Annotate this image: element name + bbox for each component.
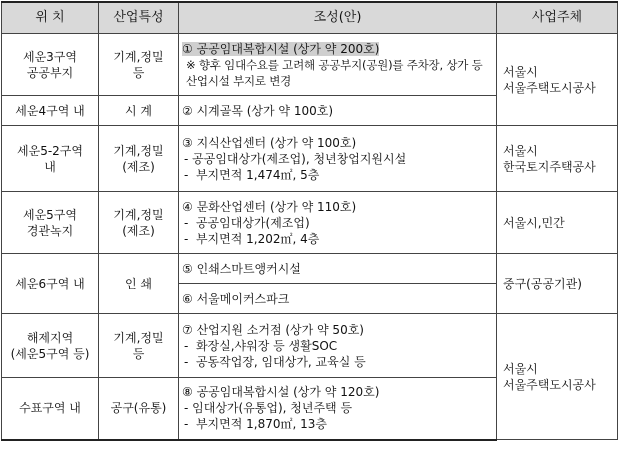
header-location: 위 치: [2, 2, 99, 34]
cell-composition: ⑥ 서울메이커스파크: [179, 284, 497, 314]
cell-location: 세운6구역 내: [2, 254, 99, 314]
header-industry: 산업특성: [99, 2, 179, 34]
table-container: [1, 1, 617, 441]
composition-title: ① 공공임대복합시설 (상가 약 200호): [182, 41, 380, 56]
header-operator: 사업주체: [497, 2, 618, 34]
cell-location: 해제지역 (세운5구역 등): [2, 314, 99, 378]
cell-composition: ⑤ 인쇄스마트앵커시설: [179, 254, 497, 284]
cell-industry: 기계,정밀 (제조): [99, 126, 179, 192]
table-row: [2, 314, 618, 378]
cell-operator: 서울시 서울주택도시공사: [497, 34, 618, 126]
cell-operator: 서울시 서울주택도시공사: [497, 314, 618, 440]
table-row: [2, 192, 618, 254]
cell-industry: 인 쇄: [99, 254, 179, 314]
cell-composition: ② 시계골목 (상가 약 100호): [179, 96, 497, 126]
table-row: [2, 126, 618, 192]
cell-industry: 시 계: [99, 96, 179, 126]
cell-location: 세운3구역 공공부지: [2, 34, 99, 96]
cell-operator: 서울시,민간: [497, 192, 618, 254]
cell-location: 수표구역 내: [2, 378, 99, 440]
project-table: [1, 1, 618, 441]
cell-composition: ④ 문화산업센터 (상가 약 110호) - 공공임대상가(제조업) - 부지면적 1,202㎡, 4층: [179, 192, 497, 254]
cell-location: 세운5-2구역 내: [2, 126, 99, 192]
cell-industry: 기계,정밀 (제조): [99, 192, 179, 254]
composition-note: ※ 향후 임대수요를 고려해 공공부지(공원)를 주차장, 상가 등 산업시설 부지로 변경: [186, 57, 483, 88]
cell-composition: ⑦ 산업지원 소거점 (상가 약 50호) - 화장실,샤워장 등 생활SOC - 공동작업장, 임대상가, 교육실 등: [179, 314, 497, 378]
cell-operator: 서울시 한국토지주택공사: [497, 126, 618, 192]
table-row: [2, 34, 618, 96]
cell-location: 세운5구역 경관녹지: [2, 192, 99, 254]
table-row: [2, 254, 618, 284]
cell-location: 세운4구역 내: [2, 96, 99, 126]
cell-industry: 기계,정밀 등: [99, 34, 179, 96]
cell-industry: 기계,정밀 등: [99, 314, 179, 378]
cell-operator: 중구(공공기관): [497, 254, 618, 314]
header-row: [2, 2, 618, 34]
cell-industry: 공구(유통): [99, 378, 179, 440]
cell-composition: [179, 34, 497, 96]
cell-composition: ③ 지식산업센터 (상가 약 100호) - 공공임대상가(제조업), 청년창업지원시설 - 부지면적 1,474㎡, 5층: [179, 126, 497, 192]
header-composition: 조성(안): [179, 2, 497, 34]
cell-composition: ⑧ 공공임대복합시설 (상가 약 120호) - 임대상가(유통업), 청년주택 등 - 부지면적 1,870㎡, 13층: [179, 378, 497, 440]
